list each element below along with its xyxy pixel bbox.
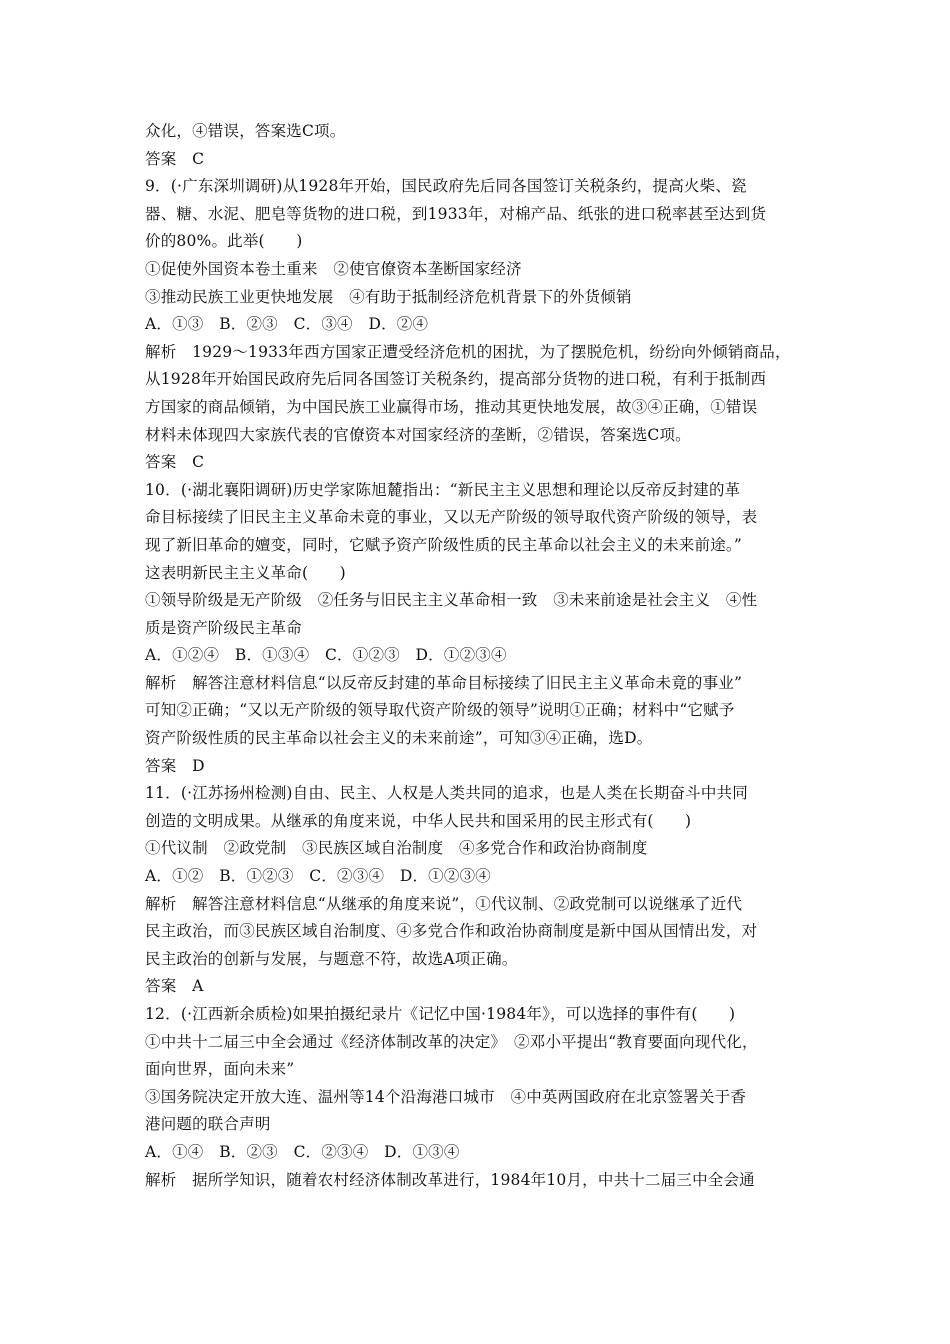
- analysis-line: 解析 解答注意材料信息“以反帝反封建的革命目标接续了旧民主主义革命未竟的事业”: [145, 673, 743, 692]
- question-12-option-line: 港问题的联合声明: [145, 1115, 271, 1134]
- analysis-line: 民主政治的创新与发展，与题意不符，故选A项正确。: [145, 949, 518, 968]
- question-11-choices: A．①② B．①②③ C．②③④ D．①②③④: [145, 867, 491, 886]
- analysis-line: 资产阶级性质的民主革命以社会主义的未来前途”，可知③④正确，选D。: [145, 729, 653, 748]
- analysis-line: 从1928年开始国民政府先后同各国签订关税条约，提高部分货物的进口税，有利于抵制西: [145, 370, 767, 389]
- question-9-option-line: ①促使外国资本卷土重来 ②使官僚资本垄断国家经济: [145, 259, 522, 278]
- question-10-line: 这表明新民主主义革命( ): [145, 563, 346, 582]
- answer-line: 答案 D: [145, 756, 205, 775]
- question-9-line: 价的80%。此举( ): [145, 232, 303, 251]
- analysis-line: 解析 据所学知识，随着农村经济体制改革进行，1984年10月，中共十二届三中全会通: [145, 1170, 755, 1189]
- question-12-choices: A．①④ B．②③ C．②③④ D．①③④: [145, 1142, 460, 1161]
- analysis-line: 民主政治，而③民族区域自治制度、④多党合作和政治协商制度是新中国从国情出发，对: [145, 922, 758, 941]
- question-9-choices: A．①③ B．②③ C．③④ D．②④: [145, 315, 429, 334]
- analysis-line: 解析 1929～1933年西方国家正遭受经济危机的困扰，为了摆脱危机，纷纷向外倾销商品，: [145, 342, 791, 361]
- question-11-line: 创造的文明成果。从继承的角度来说，中华人民共和国采用的民主形式有( ): [145, 811, 692, 830]
- analysis-line: 材料未体现四大家族代表的官僚资本对国家经济的垄断，②错误，答案选C项。: [145, 425, 691, 444]
- question-10-option-line: 质是资产阶级民主革命: [145, 618, 303, 637]
- analysis-line: 解析 解答注意材料信息“从继承的角度来说”，①代议制、②政党制可以说继承了近代: [145, 894, 743, 913]
- document-body: [145, 118, 810, 1194]
- question-11-option-line: ①代议制 ②政党制 ③民族区域自治制度 ④多党合作和政治协商制度: [145, 839, 648, 858]
- analysis-line: 方国家的商品倾销，为中国民族工业赢得市场，推动其更快地发展，故③④正确，①错误: [145, 397, 758, 416]
- question-12-option-line: 面向世界，面向未来”: [145, 1060, 295, 1079]
- text-line: 众化，④错误，答案选C项。: [145, 122, 346, 140]
- answer-line: 答案 C: [145, 453, 205, 472]
- question-9-option-line: ③推动民族工业更快地发展 ④有助于抵制经济危机背景下的外货倾销: [145, 287, 632, 306]
- question-10-choices: A．①②④ B．①③④ C．①②③ D．①②③④: [145, 646, 507, 665]
- question-9-line: 器、糖、水泥、肥皂等货物的进口税，到1933年，对棉产品、纸张的进口税率甚至达到货: [145, 204, 767, 223]
- question-10-line: 现了新旧革命的嬗变，同时，它赋予资产阶级性质的民主革命以社会主义的未来前途。”: [145, 535, 742, 554]
- analysis-line: 可知②正确；“又以无产阶级的领导取代资产阶级的领导”说明①正确；材料中“它赋予: [145, 701, 735, 720]
- question-9-line: 9．(·广东深圳调研)从1928年开始，国民政府先后同各国签订关税条约，提高火柴、瓷: [145, 177, 747, 196]
- question-12-line: 12．(·江西新余质检)如果拍摄纪录片《记忆中国·1984年》，可以选择的事件有( ): [145, 1005, 736, 1023]
- question-10-line: 10．(·湖北襄阳调研)历史学家陈旭麓指出：“新民主主义思想和理论以反帝反封建的革: [145, 480, 741, 499]
- question-11-line: 11．(·江苏扬州检测)自由、民主、人权是人类共同的追求，也是人类在长期奋斗中共同: [145, 784, 748, 803]
- question-10-option-line: ①领导阶级是无产阶级 ②任务与旧民主主义革命相一致 ③未来前途是社会主义 ④性: [145, 591, 758, 610]
- answer-line: 答案 C: [145, 149, 205, 168]
- question-12-option-line: ①中共十二届三中全会通过《经济体制改革的决定》 ②邓小平提出“教育要面向现代化，: [145, 1032, 758, 1051]
- question-10-line: 命目标接续了旧民主主义革命未竟的事业，又以无产阶级的领导取代资产阶级的领导，表: [145, 508, 758, 527]
- answer-line: 答案 A: [145, 977, 204, 996]
- question-12-option-line: ③国务院决定开放大连、温州等14个沿海港口城市 ④中英两国政府在北京签署关于香: [145, 1087, 747, 1106]
